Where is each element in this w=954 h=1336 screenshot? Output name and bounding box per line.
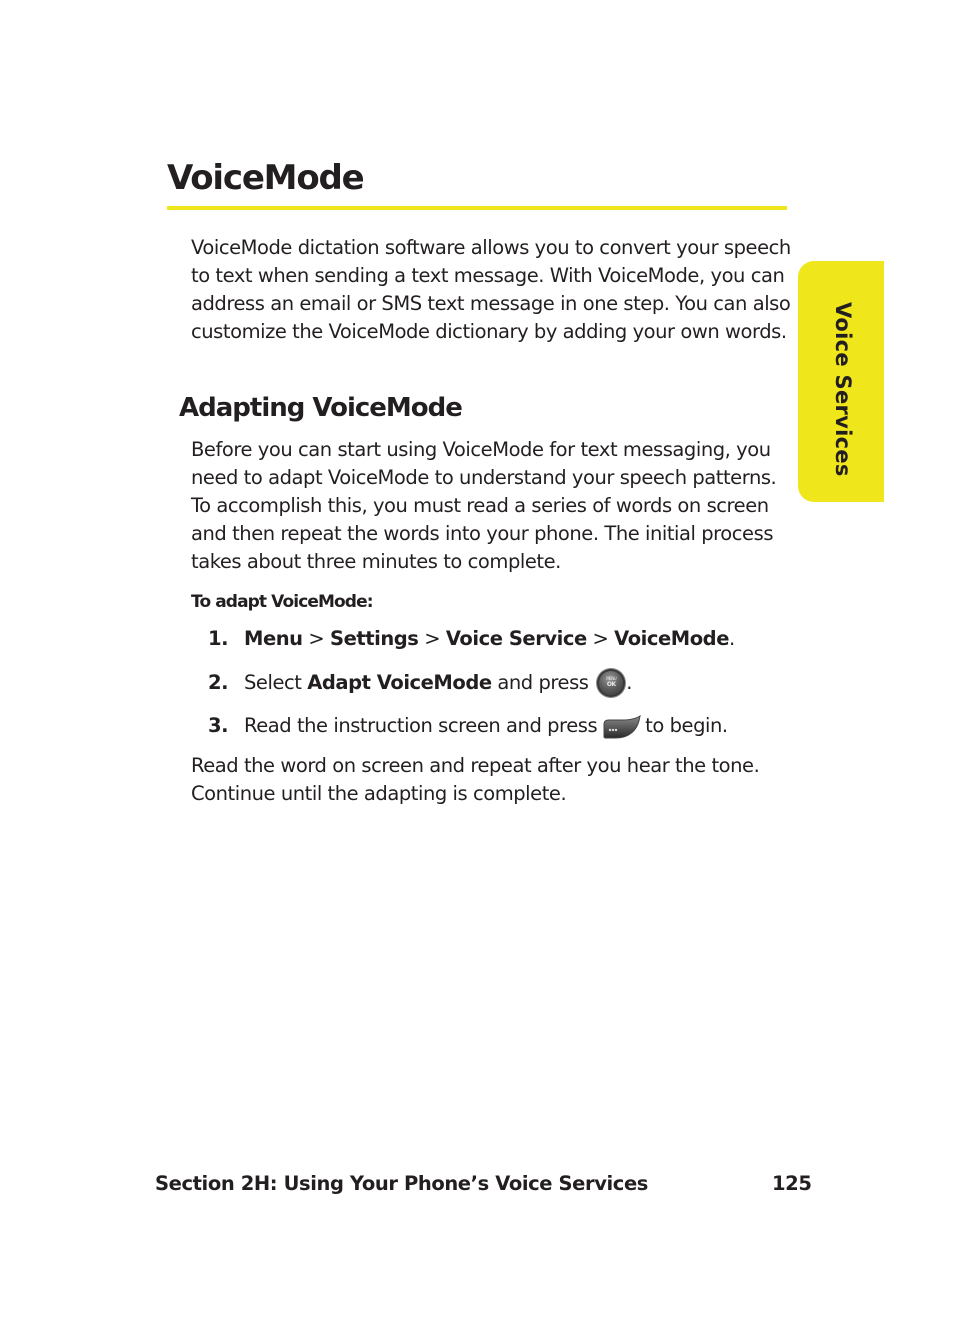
path-separator: > bbox=[308, 627, 325, 650]
key-label-top: MENU bbox=[606, 676, 617, 681]
path-separator: > bbox=[424, 627, 441, 650]
step-1 bbox=[208, 624, 798, 654]
footer-section-title: Section 2H: Using Your Phone’s Voice Services bbox=[155, 1172, 648, 1195]
step-text: and press bbox=[497, 671, 589, 694]
section-heading: Adapting VoiceMode bbox=[179, 393, 462, 423]
intro-paragraph: VoiceMode dictation software allows you to convert your speech to text when sending a text message. With VoiceMode, you can address an email or SMS text message in one step. You can also customize the VoiceMode dictionary by adding your own words. bbox=[191, 236, 791, 343]
footer-page-number: 125 bbox=[772, 1172, 812, 1195]
step-end: . bbox=[728, 627, 735, 650]
step-text: Select bbox=[244, 671, 302, 694]
step-text: Read the instruction screen and press bbox=[244, 714, 598, 737]
step-number: 3. bbox=[208, 714, 229, 737]
menu-ok-key-icon bbox=[597, 669, 625, 697]
left-softkey-icon bbox=[603, 715, 641, 739]
step-end: . bbox=[626, 671, 632, 694]
step-body bbox=[244, 624, 735, 654]
page-title: VoiceMode bbox=[167, 158, 364, 198]
key-label-bottom: OK bbox=[606, 681, 616, 688]
section-paragraph: Before you can start using VoiceMode for text messaging, you need to adapt VoiceMode to understand your speech patterns. To accomplish this, you must read a series of words on screen and then repeat the words into your phone. The initial process takes about three minutes to complete. bbox=[191, 438, 777, 573]
menu-path-item: Settings bbox=[330, 627, 419, 650]
menu-path-item: Menu bbox=[244, 627, 303, 650]
step-text: to begin. bbox=[645, 714, 728, 737]
step-2 bbox=[208, 668, 798, 698]
title-rule bbox=[167, 206, 787, 210]
step-number: 2. bbox=[208, 671, 229, 694]
closing-paragraph: Read the word on screen and repeat after you hear the tone. Continue until the adapting is complete. bbox=[191, 754, 760, 805]
step-number: 1. bbox=[208, 627, 229, 650]
path-separator: > bbox=[592, 627, 609, 650]
menu-path-item: Voice Service bbox=[445, 627, 587, 650]
step-body bbox=[244, 711, 728, 741]
menu-path-item: VoiceMode bbox=[614, 627, 729, 650]
step-3 bbox=[208, 711, 798, 741]
step-body bbox=[244, 668, 632, 698]
side-tab-label: Voice Services bbox=[831, 302, 855, 477]
procedure-lead-in: To adapt VoiceMode: bbox=[191, 592, 373, 612]
step-option: Adapt VoiceMode bbox=[307, 671, 492, 694]
